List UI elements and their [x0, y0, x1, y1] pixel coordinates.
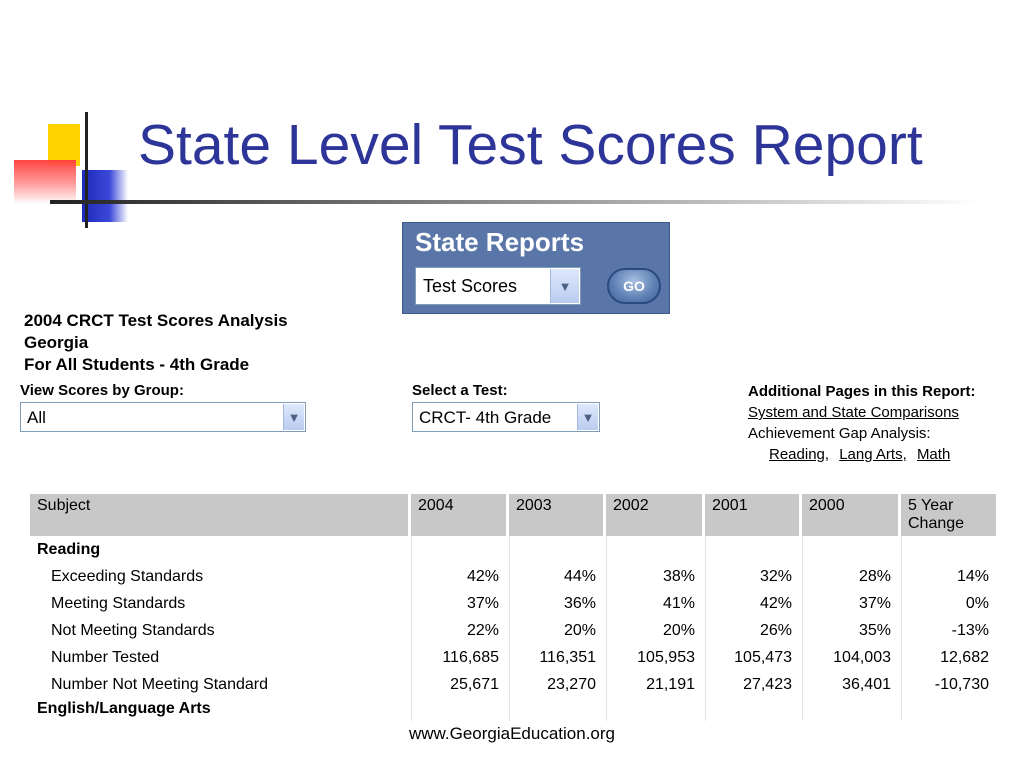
- report-type-select[interactable]: [415, 267, 581, 305]
- footer-url: www.GeorgiaEducation.org: [408, 724, 615, 743]
- table-row: [30, 590, 996, 617]
- analysis-heading: [24, 310, 288, 376]
- table-cell: 0%: [901, 590, 996, 617]
- test-filter-label: Select a Test:: [412, 382, 508, 399]
- group-select[interactable]: [20, 402, 306, 432]
- column-header: 5 Year Change: [901, 494, 996, 536]
- lang-arts-link[interactable]: Lang Arts,: [839, 446, 907, 463]
- state-reports-title: State Reports: [415, 227, 585, 257]
- row-label: Exceeding Standards: [51, 567, 204, 585]
- table-header-row: [30, 494, 996, 536]
- row-label: Number Not Meeting Standard: [51, 675, 268, 693]
- row-label: Not Meeting Standards: [51, 621, 215, 639]
- table-cell: 36,401: [802, 671, 898, 698]
- table-cell: 37%: [411, 590, 506, 617]
- table-cell: 38%: [606, 563, 702, 590]
- column-header: 2002: [606, 494, 702, 536]
- table-cell: -10,730: [901, 671, 996, 698]
- table-cell: 26%: [705, 617, 799, 644]
- scores-table: [27, 494, 999, 721]
- column-header: 2004: [411, 494, 506, 536]
- title-underline: [50, 200, 980, 204]
- achievement-gap-label: Achievement Gap Analysis:: [748, 425, 931, 442]
- analysis-scope: For All Students - 4th Grade: [24, 355, 250, 374]
- math-link[interactable]: Math: [916, 446, 951, 463]
- reading-link[interactable]: Reading,: [769, 446, 830, 463]
- table-row: [30, 671, 996, 698]
- table-row: [30, 617, 996, 644]
- table-cell: 104,003: [802, 644, 898, 671]
- table-cell: 20%: [606, 617, 702, 644]
- additional-pages: [748, 381, 976, 465]
- analysis-state: Georgia: [24, 333, 89, 352]
- table-cell: 21,191: [606, 671, 702, 698]
- go-button[interactable]: GO: [607, 268, 661, 304]
- chevron-down-icon[interactable]: ▼: [550, 269, 579, 303]
- row-label: Meeting Standards: [51, 594, 186, 612]
- table-cell: 36%: [509, 590, 603, 617]
- table-row: [30, 644, 996, 671]
- analysis-title: 2004 CRCT Test Scores Analysis: [24, 311, 288, 330]
- table-cell: 44%: [509, 563, 603, 590]
- table-cell: 12,682: [901, 644, 996, 671]
- chevron-down-icon[interactable]: ▼: [577, 404, 598, 430]
- decorative-vertical-line: [85, 112, 88, 228]
- table-cell: 27,423: [705, 671, 799, 698]
- table-cell: 41%: [606, 590, 702, 617]
- test-select[interactable]: [412, 402, 600, 432]
- row-label: Number Tested: [51, 648, 160, 666]
- table-cell: 105,953: [606, 644, 702, 671]
- table-cell: 35%: [802, 617, 898, 644]
- table-cell: 105,473: [705, 644, 799, 671]
- state-reports-panel: [402, 222, 670, 314]
- column-header: 2000: [802, 494, 898, 536]
- table-cell: 42%: [705, 590, 799, 617]
- group-label: English/Language Arts: [37, 700, 211, 717]
- table-cell: 32%: [705, 563, 799, 590]
- table-cell: 20%: [509, 617, 603, 644]
- table-cell: 116,351: [509, 644, 603, 671]
- comparisons-link[interactable]: System and State Comparisons: [748, 404, 959, 421]
- table-cell: 116,685: [411, 644, 506, 671]
- table-cell: 14%: [901, 563, 996, 590]
- table-group-row: [30, 698, 996, 721]
- table-cell: 37%: [802, 590, 898, 617]
- group-label: Reading: [37, 540, 101, 558]
- chevron-down-icon[interactable]: ▼: [283, 404, 304, 430]
- test-select-value: CRCT- 4th Grade: [419, 408, 552, 427]
- column-header: 2001: [705, 494, 799, 536]
- table-cell: 25,671: [411, 671, 506, 698]
- column-header: Subject: [30, 494, 408, 536]
- table-cell: -13%: [901, 617, 996, 644]
- table-cell: 42%: [411, 563, 506, 590]
- decorative-red-block: [14, 160, 76, 204]
- table-row: [30, 563, 996, 590]
- page-title: State Level Test Scores Report: [138, 113, 923, 177]
- table-group-row: [30, 536, 996, 563]
- group-select-value: All: [27, 408, 46, 427]
- decorative-blue-block: [82, 170, 128, 222]
- table-cell: 22%: [411, 617, 506, 644]
- additional-pages-title: Additional Pages in this Report:: [748, 383, 976, 400]
- table-cell: 28%: [802, 563, 898, 590]
- report-type-value: Test Scores: [423, 276, 518, 296]
- table-cell: 23,270: [509, 671, 603, 698]
- group-filter-label: View Scores by Group:: [20, 382, 184, 399]
- column-header: 2003: [509, 494, 603, 536]
